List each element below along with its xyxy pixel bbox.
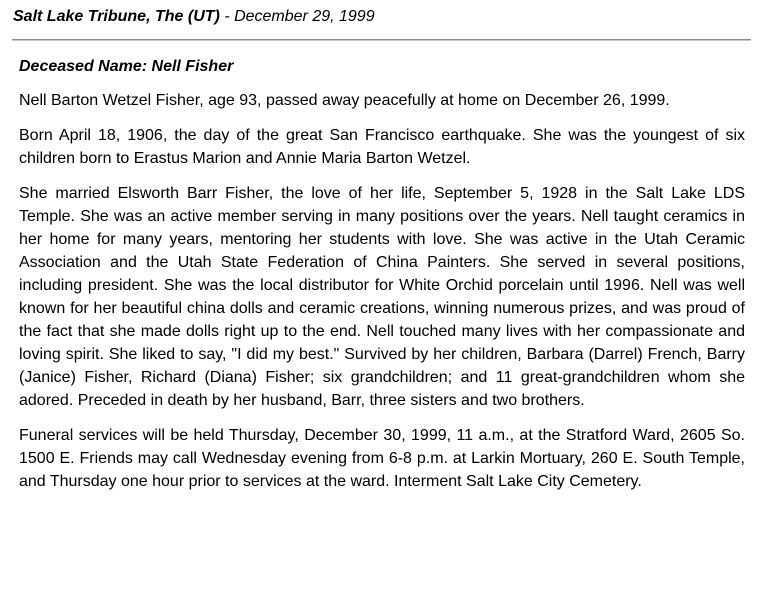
deceased-name-heading: Deceased Name: Nell Fisher: [19, 58, 234, 75]
article-header: [13, 8, 375, 26]
obituary-body: [19, 55, 745, 505]
header-divider: [12, 39, 751, 41]
obituary-paragraph-services: Funeral services will be held Thursday, December 30, 1999, 11 a.m., at the Stratford Ward, 2605 So. 1500 E. Friends may call Wednesday evening from 6-8 p.m. at Larkin Mortuary, 260 E. South Temple, and Thursday one hour prior to services at the ward. Interment Salt Lake City Cemetery.: [19, 427, 745, 490]
publication-date: December 29, 1999: [234, 8, 375, 25]
newspaper-name: Salt Lake Tribune, The (UT): [13, 8, 220, 25]
obituary-paragraph-life: She married Elsworth Barr Fisher, the love of her life, September 5, 1928 in the Salt Lake LDS Temple. She was an active member serving in many positions over the years. Nell taught ceramics in her home for many years, mentoring her students with love. She was active in the Utah Ceramic Association and the Utah State Federation of China Painters. She served in several positions, including president. She was the local distributor for White Orchid porcelain until 1996. Nell was well known for her beautiful china dolls and ceramic creations, winning numerous prizes, and was proud of the fact that she made dolls right up to the end. Nell touched many lives with her compassionate and loving spirit. She liked to say, "I did my best." Survived by her children, Barbara (Darrel) French, Barry (Janice) Fisher, Richard (Diana) Fisher; six grandchildren; and 11 great-grandchildren whom she adored. Preceded in death by her husband, Barr, three sisters and two brothers.: [19, 185, 745, 409]
header-separator: -: [219, 8, 235, 25]
obituary-paragraph-birth: Born April 18, 1906, the day of the great San Francisco earthquake. She was the youngest of six children born to Erastus Marion and Annie Maria Barton Wetzel.: [19, 127, 745, 167]
obituary-paragraph-death: Nell Barton Wetzel Fisher, age 93, passed away peacefully at home on December 26, 1999.: [19, 92, 670, 109]
